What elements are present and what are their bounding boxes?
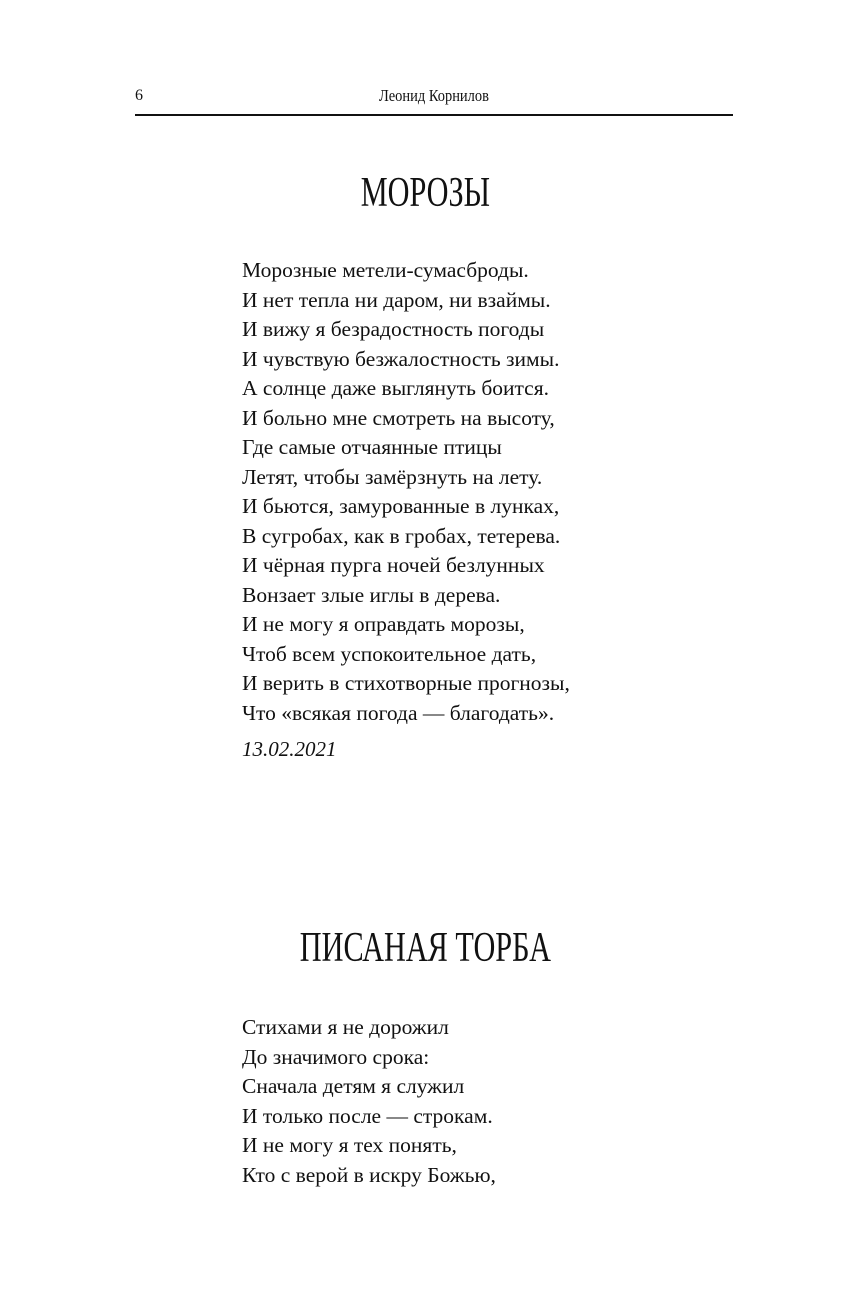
poem-line: И не могу я тех понять, — [242, 1133, 457, 1157]
poem-line: Морозные метели-сумасброды. — [242, 258, 529, 282]
poem-line: Стихами я не дорожил — [242, 1015, 449, 1039]
poem-body-pisanaya-torba — [242, 1013, 496, 1190]
running-head-author: Леонид Корнилов — [379, 86, 489, 105]
poem-line: Сначала детям я служил — [242, 1074, 465, 1098]
poem-line: Вонзает злые иглы в дерева. — [242, 582, 501, 607]
poem-line: А солнце даже выглянуть боится. — [242, 376, 549, 400]
poem-line: И не могу я оправдать морозы, — [242, 612, 525, 636]
header-rule — [135, 114, 733, 116]
poem-line: Что «всякая погода — благодать». — [242, 700, 555, 725]
page-header — [135, 84, 733, 116]
poem-line: В сугробах, как в гробах, тетерева. — [242, 523, 561, 548]
page-number: 6 — [135, 87, 143, 104]
poem-title-pisanaya-torba: ПИСАНАЯ ТОРБА — [299, 925, 551, 971]
poem-line: И чувствую безжалостность зимы. — [242, 346, 560, 371]
poem-line: Чтоб всем успокоительное дать, — [242, 641, 537, 666]
poem-date: 13.02.2021 — [242, 737, 337, 761]
poem-line: Кто с верой в искру Божью, — [242, 1162, 496, 1187]
poem-line: И верить в стихотворные прогнозы, — [242, 671, 570, 695]
poem-line: И вижу я безрадостность погоды — [242, 317, 545, 341]
poem-line: Где самые отчаянные птицы — [242, 435, 502, 459]
poem-body-morozy — [242, 256, 570, 728]
poem-line: И больно мне смотреть на высоту, — [242, 405, 555, 430]
poem-title-morozy: МОРОЗЫ — [360, 170, 490, 216]
poem-line: И чёрная пурга ночей безлунных — [242, 553, 545, 577]
poem-line: И бьются, замурованные в лунках, — [242, 494, 560, 518]
poem-line: До значимого срока: — [242, 1044, 430, 1069]
poem-line: И нет тепла ни даром, ни взаймы. — [242, 287, 551, 312]
poem-line: И только после — строкам. — [242, 1103, 493, 1128]
poem-line: Летят, чтобы замёрзнуть на лету. — [242, 464, 543, 489]
